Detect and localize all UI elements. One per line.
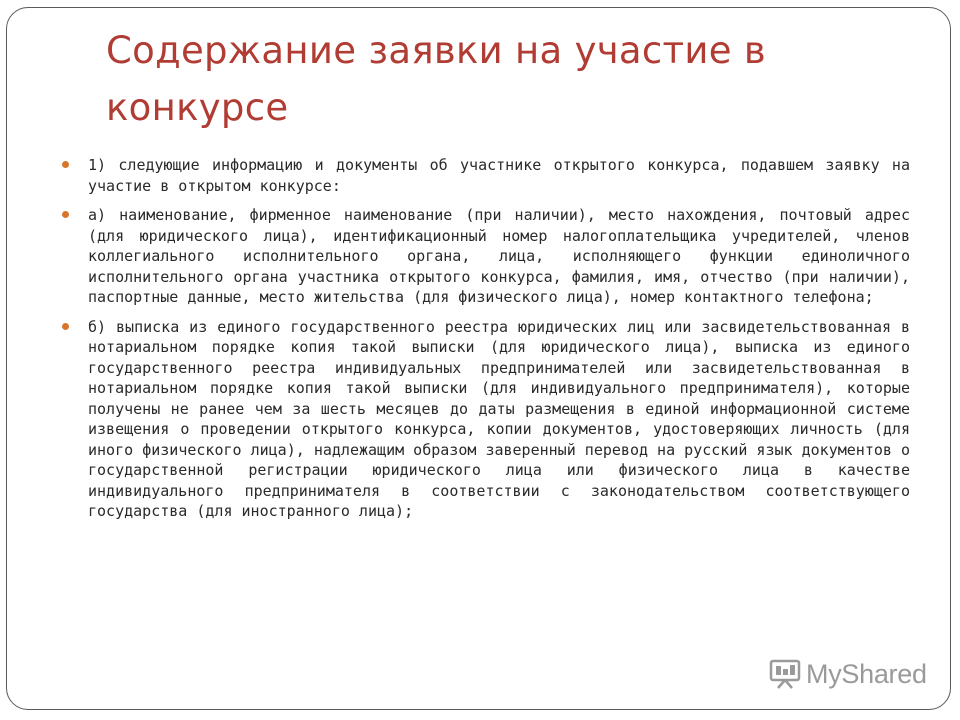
bullet-text: б) выписка из единого государственного реестра юридических лиц или засвидетельствованная в нотариальном порядке копия такой выписки (для юридического лица), выписка из единого государственного реестра индивидуальных предпринимателей или засвидетельствованная в нотариальном порядке копия такой выписки (для индивидуального предпринимателя), которые получены не ранее чем за шесть месяцев до даты размещения в единой информационной системе извещения о проведении открытого конкурса, копии документов, удостоверяющих личность (для иного физического лица), надлежащим образом заверенный перевод на русский язык документов о государственной регистрации юридического лица или физического лица в качестве индивидуального предпринимателя в соответствии с законодательством соответствующего государства (для иностранного лица);: [88, 317, 910, 520]
bullet-dot-icon: [62, 161, 69, 168]
bullet-item-2: [60, 205, 910, 308]
watermark-text: MyShared: [806, 658, 927, 689]
slide-title: Содержание заявки на участие в конкурсе: [106, 29, 766, 129]
watermark-logo: [768, 657, 927, 691]
bullet-item-3: [60, 317, 910, 522]
bullet-list: [60, 155, 910, 531]
bullet-text: а) наименование, фирменное наименование (при наличии), место нахождения, почтовый адрес (для юридического лица), идентификационный номер налогоплательщика учредителей, членов коллегиального исполнительного органа, лица, исполняющего функции единоличного исполнительного органа участника открытого конкурса, фамилия, имя, отчество (при наличии), паспортные данные, место жительства (для физического лица), номер контактного телефона;: [88, 206, 910, 306]
bullet-dot-icon: [62, 211, 69, 218]
bullet-item-1: [60, 155, 910, 196]
bullet-dot-icon: [62, 323, 69, 330]
bullet-text: 1) следующие информацию и документы об участнике открытого конкурса, подавшем заявку на участие в открытом конкурсе:: [88, 156, 910, 195]
presentation-icon: [768, 658, 802, 690]
